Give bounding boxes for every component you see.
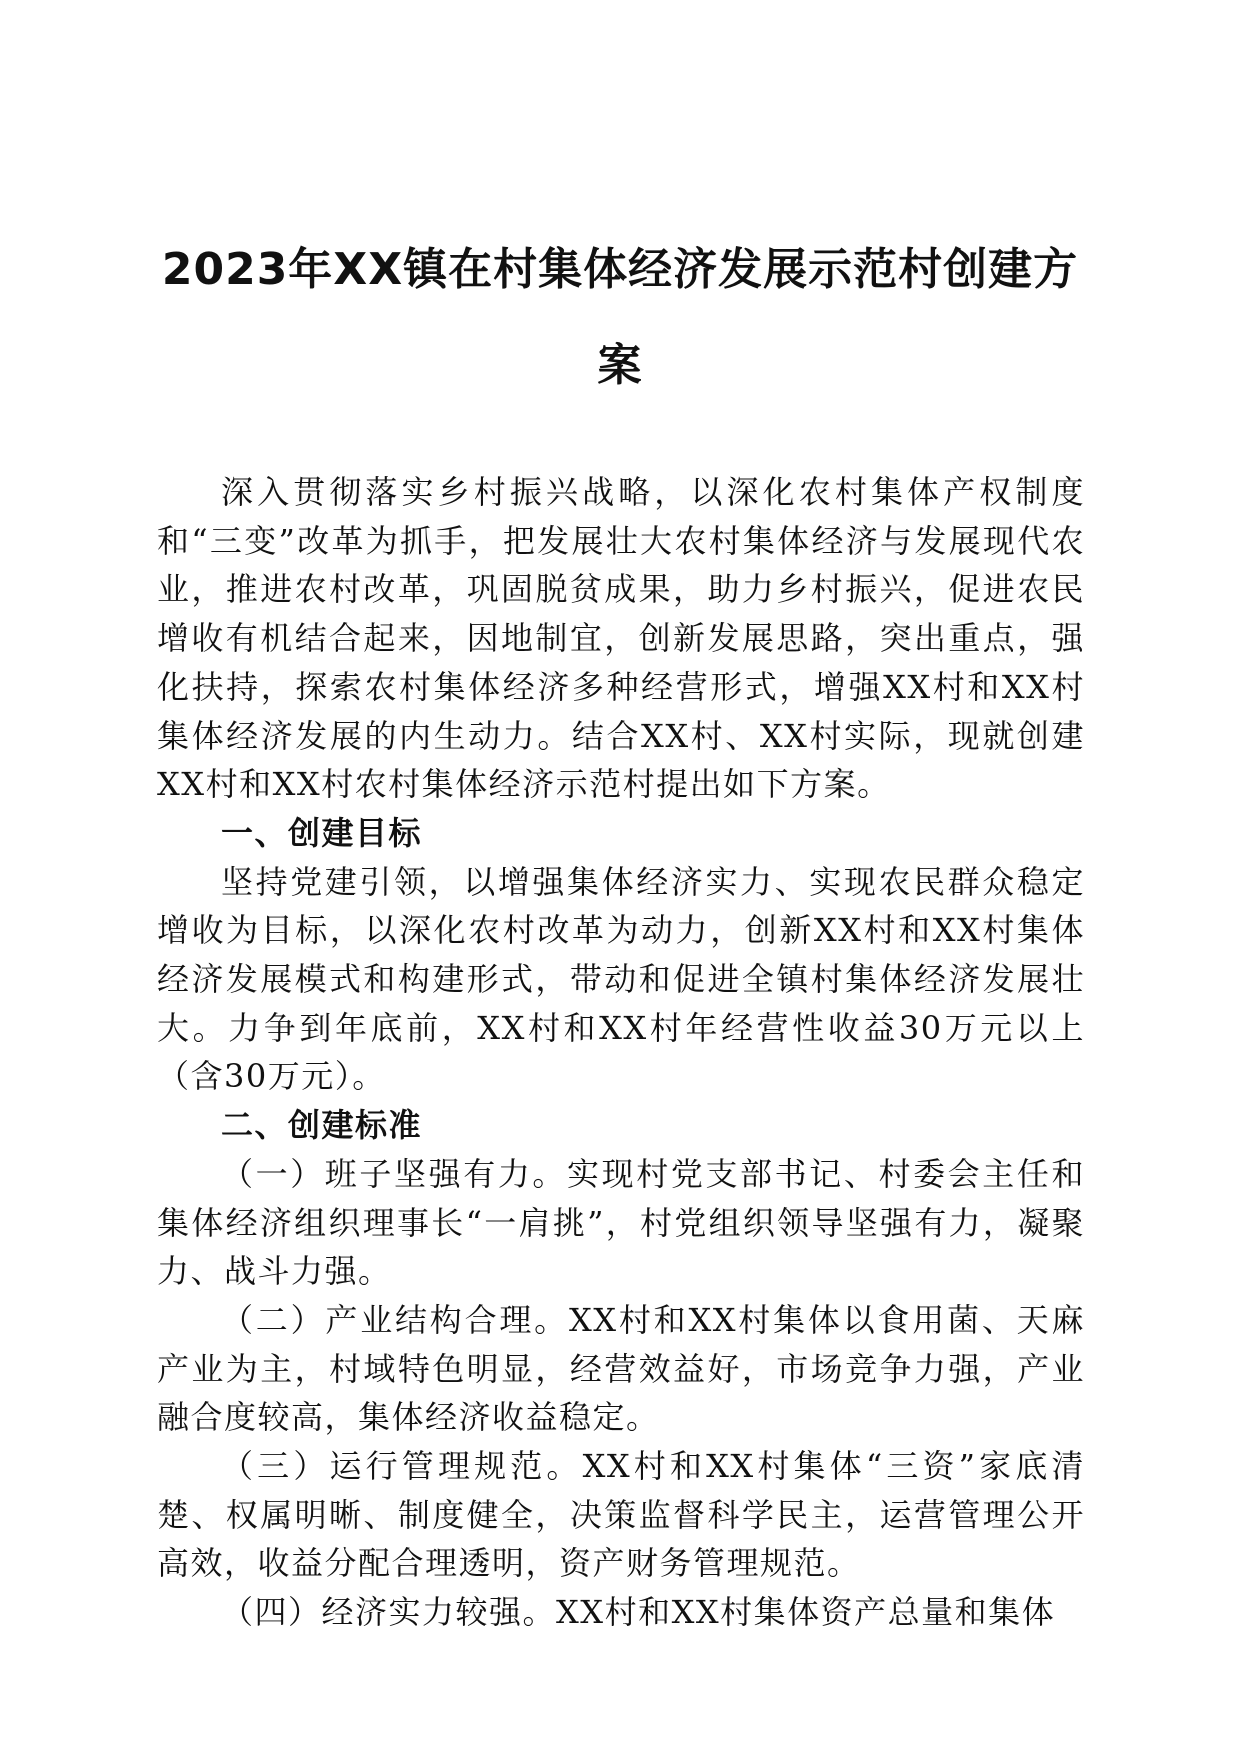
goals-paragraph: 坚持党建引领，以增强集体经济实力、实现农民群众稳定增收为目标，以深化农村改革为动力，创新XX村和XX村集体经济发展模式和构建形式，带动和促进全镇村集体经济发展壮大。力争到年底前，XX村和XX村年经营性收益30万元以上（含30万元）。: [157, 862, 1085, 1096]
standard-item-1: （一）班子坚强有力。实现村党支部书记、村委会主任和集体经济组织理事长“一肩挑”，村党组织领导坚强有力，凝聚力、战斗力强。: [157, 1154, 1085, 1291]
section-heading-standards: 二、创建标准: [221, 1106, 423, 1145]
standard-item-2: （二）产业结构合理。XX村和XX村集体以食用菌、天麻产业为主，村域特色明显，经营效益好，市场竞争力强，产业融合度较高，集体经济收益稳定。: [157, 1300, 1085, 1437]
section-heading-goals: 一、创建目标: [221, 813, 423, 852]
document-title: 2023年XX镇在村集体经济发展示范村创建方案: [161, 244, 1079, 391]
intro-paragraph: 深入贯彻落实乡村振兴战略，以深化农村集体产权制度和“三变”改革为抓手，把发展壮大农村集体经济与发展现代农业，推进农村改革，巩固脱贫成果，助力乡村振兴，促进农民增收有机结合起来，因地制宜，创新发展思路，突出重点，强化扶持，探索农村集体经济多种经营形式，增强XX村和XX村集体经济发展的内生动力。结合XX村、XX村实际，现就创建XX村和XX村农村集体经济示范村提出如下方案。: [157, 473, 1085, 804]
standard-item-4: （四）经济实力较强。XX村和XX村集体资产总量和集体: [221, 1593, 1056, 1632]
standard-item-3: （三）运行管理规范。XX村和XX村集体“三资”家底清楚、权属明晰、制度健全，决策监督科学民主，运营管理公开高效，收益分配合理透明，资产财务管理规范。: [157, 1447, 1085, 1583]
document-body: [157, 468, 1085, 1637]
